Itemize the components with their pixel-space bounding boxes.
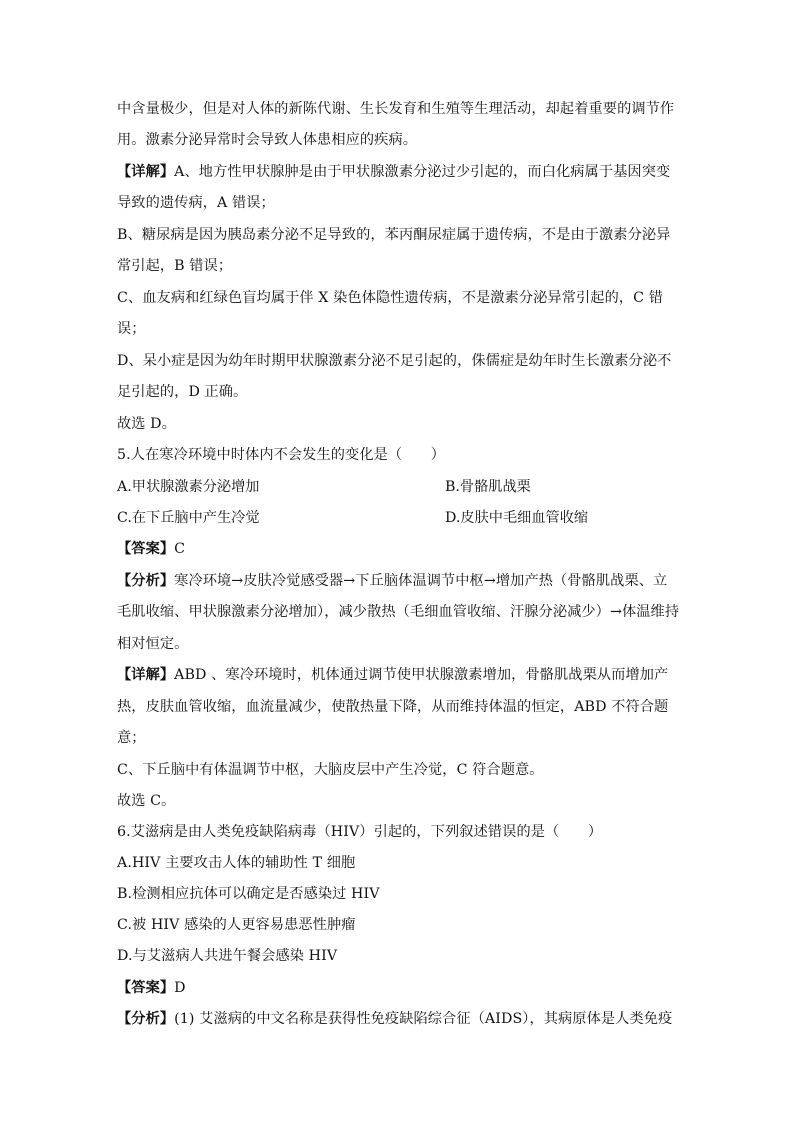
q4-detail-line-3: B、糖尿病是因为胰岛素分泌不足导致的，苯丙酮尿症属于遗传病，不是由于激素分泌异 bbox=[117, 227, 671, 243]
q4-detail-line-1 bbox=[117, 162, 687, 182]
q5-conclusion: 故选 C。 bbox=[117, 793, 176, 809]
q6-analysis-line-1 bbox=[117, 1009, 687, 1029]
q5-analysis-line-1 bbox=[117, 571, 687, 591]
q6-option-a: A.HIV 主要攻击人体的辅助性 T 细胞 bbox=[117, 855, 356, 871]
q5-analysis-text: 寒冷环境→皮肤冷觉感受器→下丘脑体温调节中枢→增加产热（骨骼肌战栗、立 bbox=[174, 573, 668, 589]
detail-tag: 【详解】 bbox=[117, 667, 175, 683]
q6-analysis-text: (1) 艾滋病的中文名称是获得性免疫缺陷综合征（AIDS），其病原体是人类免疫 bbox=[174, 1011, 673, 1027]
q5-answer-value: C bbox=[174, 541, 186, 557]
detail-tag: 【详解】 bbox=[117, 164, 175, 180]
q4-detail-line-2: 导致的遗传病，A 错误； bbox=[117, 195, 275, 211]
intro-line-1: 中含量极少，但是对人体的新陈代谢、生长发育和生殖等生理活动，却起着重要的调节作 bbox=[117, 101, 675, 117]
q6-option-b: B.检测相应抗体可以确定是否感染过 HIV bbox=[117, 886, 380, 902]
q5-detail-text: ABD 、寒冷环境时，机体通过调节使甲状腺激素增加，骨骼肌战栗从而增加产 bbox=[174, 667, 669, 683]
q5-detail-line-4: C、下丘脑中有体温调节中枢，大脑皮层中产生冷觉，C 符合题意。 bbox=[117, 762, 544, 778]
q5-option-a: A.甲状腺激素分泌增加 bbox=[117, 479, 260, 495]
q6-answer bbox=[117, 978, 687, 998]
q6-option-d: D.与艾滋病人共进午餐会感染 HIV bbox=[117, 948, 338, 964]
q5-analysis-line-3: 相对恒定。 bbox=[117, 636, 189, 652]
analysis-tag: 【分析】 bbox=[117, 573, 175, 589]
q4-detail-text: A、地方性甲状腺肿是由于甲状腺激素分泌过少引起的，而白化病属于基因突变 bbox=[174, 164, 671, 180]
q4-detail-line-8: 足引起的，D 正确。 bbox=[117, 384, 248, 400]
q4-conclusion: 故选 D。 bbox=[117, 416, 176, 432]
q4-detail-line-7: D、呆小症是因为幼年时期甲状腺激素分泌不足引起的，侏儒症是幼年时生长激素分泌不 bbox=[117, 353, 672, 369]
q5-detail-line-1 bbox=[117, 665, 687, 685]
q4-detail-line-5: C、血友病和红绿色盲均属于伴 X 染色体隐性遗传病，不是激素分泌异常引起的，C 错 bbox=[117, 290, 664, 306]
q5-option-c: C.在下丘脑中产生冷觉 bbox=[117, 510, 260, 526]
q4-detail-line-4: 常引起，B 错误； bbox=[117, 258, 233, 274]
intro-line-2: 用。激素分泌异常时会导致人体患相应的疾病。 bbox=[117, 132, 418, 148]
analysis-tag: 【分析】 bbox=[117, 1011, 175, 1027]
q5-option-d: D.皮肤中毛细血管收缩 bbox=[445, 510, 589, 526]
q6-option-c: C.被 HIV 感染的人更容易患恶性肿瘤 bbox=[117, 917, 356, 933]
q5-analysis-line-2: 毛肌收缩、甲状腺激素分泌增加），减少散热（毛细血管收缩、汗腺分泌减少）→体温维持 bbox=[117, 604, 680, 620]
q5-answer bbox=[117, 539, 687, 559]
q5-detail-line-3: 意； bbox=[117, 730, 146, 746]
q5-option-b: B.骨骼肌战栗 bbox=[445, 479, 531, 495]
q5-stem: 5.人在寒冷环境中时体内不会发生的变化是（ ） bbox=[117, 447, 446, 463]
answer-tag: 【答案】 bbox=[117, 980, 175, 996]
q6-stem: 6.艾滋病是由人类免疫缺陷病毒（HIV）引起的，下列叙述错误的是（ ） bbox=[117, 824, 603, 840]
q4-detail-line-6: 误； bbox=[117, 321, 146, 337]
q6-answer-value: D bbox=[174, 980, 186, 996]
answer-tag: 【答案】 bbox=[117, 541, 175, 557]
q5-detail-line-2: 热，皮肤血管收缩，血流量减少，使散热量下降，从而维持体温的恒定，ABD 不符合题 bbox=[117, 699, 669, 715]
